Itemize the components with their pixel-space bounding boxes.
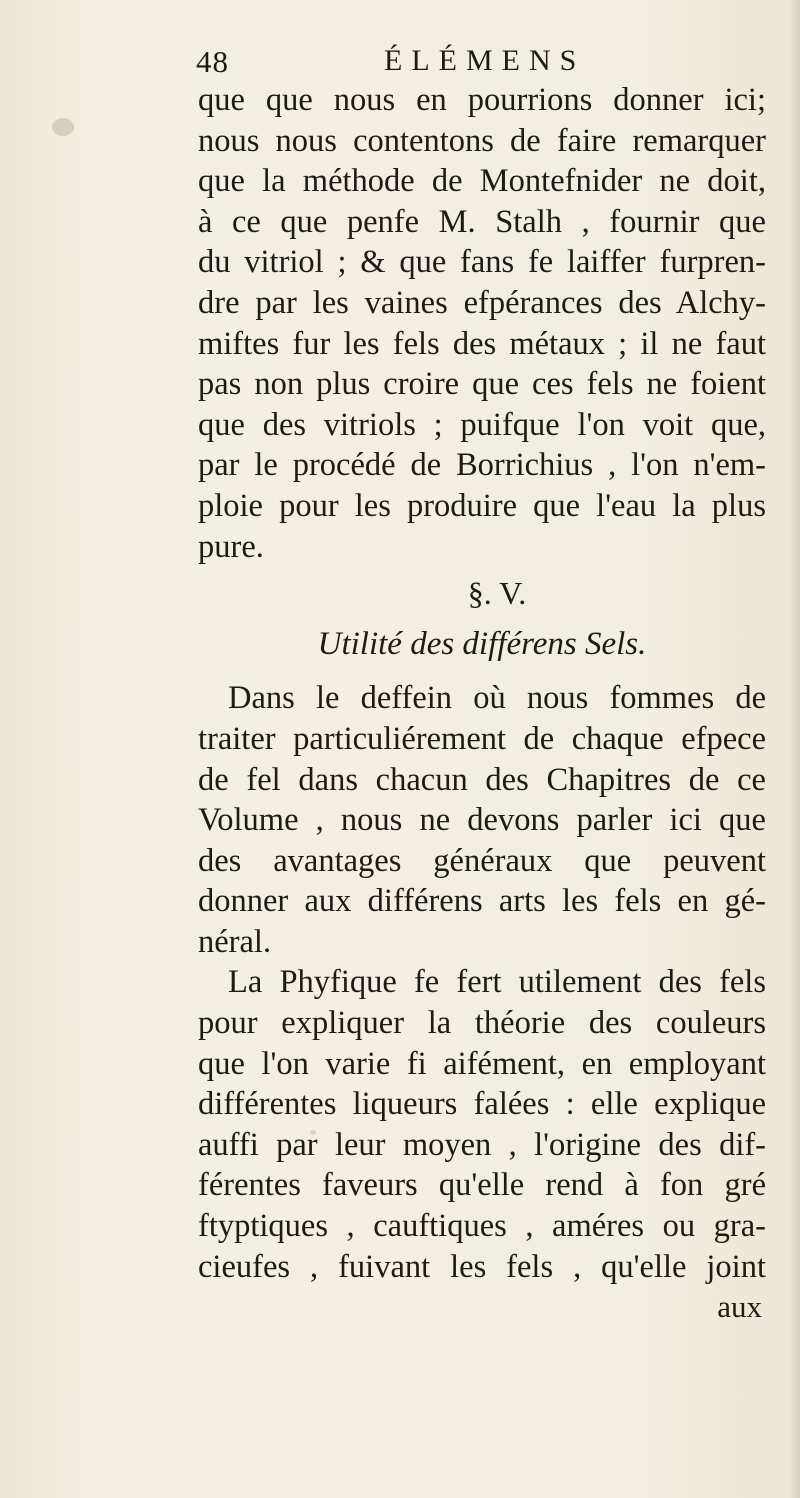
text-line: à ce que penfe M. Stalh , fournir que — [198, 203, 766, 240]
text-line: différentes liqueurs falées : elle explique — [198, 1086, 766, 1123]
text-line: férentes faveurs qu'elle rend à fon gré — [198, 1167, 766, 1204]
text-line: miftes fur les fels des métaux ; il ne faut — [198, 325, 766, 362]
text-line: traiter particuliérement de chaque efpece — [198, 720, 766, 757]
text-line: pour expliquer la théorie des couleurs — [198, 1005, 766, 1042]
section-number: §. V. — [467, 575, 527, 612]
paragraph — [198, 678, 766, 962]
text-line: de fel dans chacun des Chapitres de ce — [198, 761, 766, 798]
text-line: pas non plus croire que ces fels ne foient — [198, 366, 766, 403]
text-line: que la méthode de Montefnider ne doit, — [198, 163, 766, 200]
paragraph — [198, 962, 766, 1287]
text-line: ploie pour les produire que l'eau la plus — [198, 487, 766, 524]
text-line: dre par les vaines efpérances des Alchy- — [198, 284, 766, 321]
text-line: que des vitriols ; puifque l'on voit que, — [198, 406, 766, 443]
section-title: Utilité des différens Sels. — [317, 625, 647, 662]
paper-stain — [52, 118, 74, 136]
page-number: 48 — [196, 44, 229, 79]
text-line: nous nous contentons de faire remarquer — [198, 122, 766, 159]
text-line: du vitriol ; & que fans fe laiffer furpren- — [198, 244, 766, 281]
text-line: Volume , nous ne devons parler ici que — [198, 802, 766, 839]
body-text — [198, 80, 766, 1328]
text-line: par le procédé de Borrichius , l'on n'em- — [198, 447, 766, 484]
text-line: auffi par leur moyen , l'origine des dif- — [198, 1126, 766, 1163]
text-line: néral. — [198, 923, 272, 960]
text-line: que que nous en pourrions donner ici; — [198, 82, 766, 118]
page-edge-shadow — [790, 0, 800, 1498]
text-line: Dans le deffein où nous fommes de — [228, 680, 766, 717]
text-line: des avantages généraux que peuvent — [198, 842, 766, 879]
page-header — [196, 44, 756, 84]
paragraph — [198, 80, 766, 567]
running-title: ÉLÉMENS — [384, 44, 586, 77]
text-line: que l'on varie fi aifément, en employant — [198, 1045, 766, 1082]
text-line: donner aux différens arts les fels en gé- — [198, 883, 766, 920]
catchword: aux — [717, 1289, 762, 1325]
text-line: cieufes , fuivant les fels , qu'elle joint — [198, 1248, 766, 1285]
text-line: pure. — [198, 528, 264, 565]
text-line: ftyptiques , cauftiques , améres ou gra- — [198, 1208, 766, 1245]
text-line: La Phyfique fe fert utilement des fels — [228, 964, 766, 1001]
